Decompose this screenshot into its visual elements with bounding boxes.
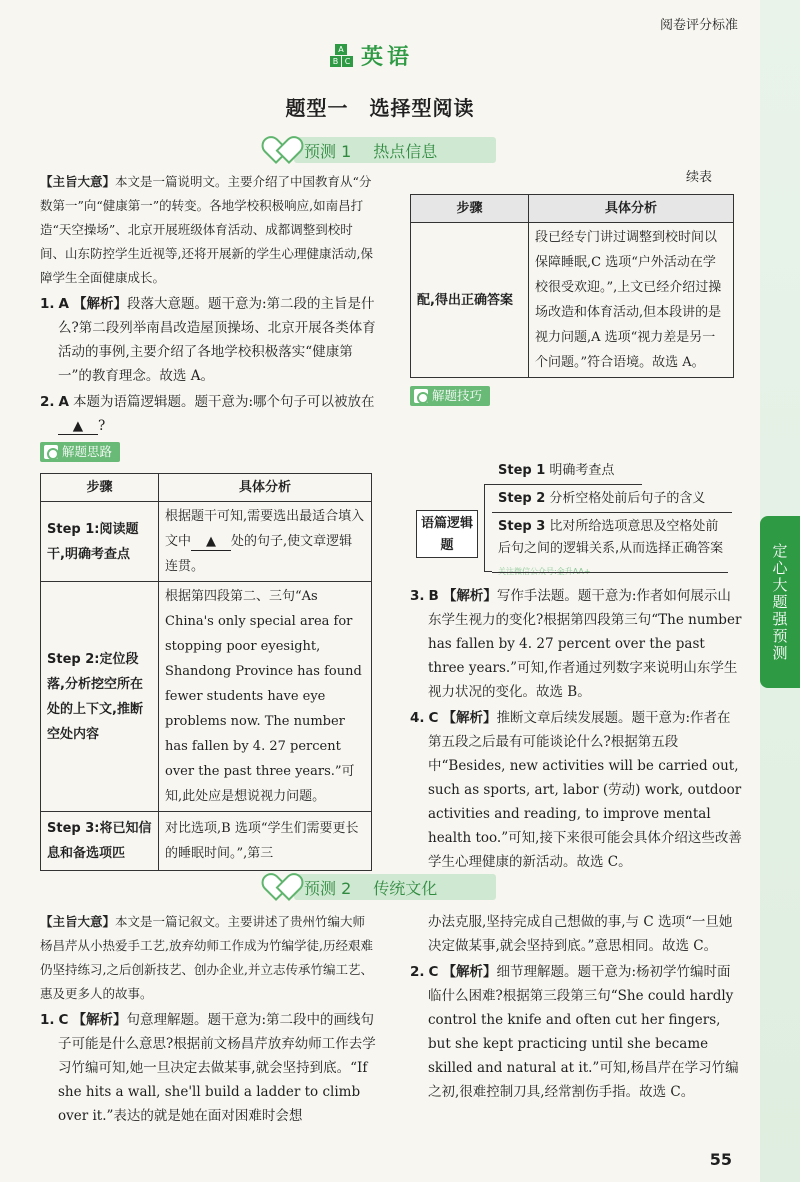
subject-header [330, 40, 413, 71]
section1-banner-topic: 热点信息 [373, 141, 438, 161]
skill-flow-diagram [410, 463, 730, 578]
section2-q1: 1. C 【解析】句意理解题。题干意为:第二段中的画线句子可能是什么意思?根据前文杨昌芹放弃幼师工作去学习竹编可知,她一旦决定去做某事,就会坚持到底。“If she hits a wall, she'll build a ladder to climb over it.”表达的就是她在面对困难时会想 [40, 1012, 376, 1124]
section2-summary: 【主旨大意】本文是一篇记叙文。主要讲述了贵州竹编大师杨昌芹从小热爱手工艺,放弃幼师工作成为竹编学徒,历经艰难仍坚持练习,之后创新技艺、创办企业,并立志传承竹编工艺、惠及更多人的故事。 [40, 914, 373, 1001]
section1-q2: 2. A 本题为语篇逻辑题。题干意为:哪个句子可以被放在▲ ? [40, 394, 375, 434]
tip-bar-thinking: 解题思路 [40, 442, 120, 462]
section1-banner [270, 136, 496, 164]
section1-q3: 3. B 【解析】写作手法题。题干意为:作者如何展示山东学生视力的变化?根据第四段第三句“The number has fallen by 4. 27 percent over the past three years.”可知,作者通过列数字来说明山东学生视力状况的变化。故选 B。 [410, 588, 742, 700]
table-row: 配,得出正确答案 段已经专门讲过调整到校时间以保障睡眠,C 选项“户外活动在学校很受欢迎。”,上文已经介绍过操场改造和体育活动,但本段讲的是视力问题,A 选项“视力差是另一个问题。”符合语境。故选 A。 [411, 223, 734, 378]
flow-brace [484, 484, 492, 572]
magnifier-icon [414, 389, 428, 403]
flow-step-1: Step 1 明确考查点 [498, 463, 615, 478]
flow-line [492, 572, 728, 573]
cont-table-head-analysis: 具体分析 [529, 195, 734, 223]
section2-right-column [410, 910, 742, 1106]
header-right-text: 阅卷评分标准 [659, 18, 738, 33]
section1-summary: 【主旨大意】本文是一篇说明文。主要介绍了中国教育从“分数第一”向“健康第一”的转变。各地学校积极响应,如南昌打造“天空操场”、北京开展班级体育活动、成都调整到校时间、山东防控学生近视等,还将开展新的学生心理健康活动,保障学生全面健康成长。 [40, 174, 373, 285]
table-row: Step 3:将已知信息和备选项匹 对比选项,B 选项“学生们需要更长的睡眠时间。”,第三 [41, 812, 372, 871]
section2-banner [270, 873, 496, 901]
page-title: 题型一 选择型阅读 [285, 96, 475, 120]
tip-bar-skill: 解题技巧 [410, 386, 490, 406]
section2-banner-prefix: 预测 2 [304, 878, 352, 898]
continued-label: 续表 [685, 170, 712, 185]
table-row: Step 1:阅读题干,明确考查点 根据题干可知,需要选出最适合填入文中 ▲ 处的句子,使文章逻辑连贯。 [41, 502, 372, 582]
section1-right-questions [410, 584, 742, 876]
section1-right-column [410, 166, 740, 411]
continued-table [410, 194, 734, 378]
section2-q1-continued: 办法克服,坚持完成自己想做的事,与 C 选项“一旦她决定做某事,就会坚持到底。”意思相同。故选 C。 [428, 914, 733, 954]
section1-q4: 4. C 【解析】推断文章后续发展题。题干意为:作者在第五段之后最有可能谈论什么?根据第五段中“Besides, new activities will be carried out, such as sports, art, labor (劳动) work, outdoor activities and reading, to improve mental health too.”可知,接下来很可能会具体介绍这些改善学生心理健康的新活动。故选 C。 [410, 710, 742, 870]
section1-banner-prefix: 预测 1 [304, 141, 352, 161]
table-row: Step 2:定位段落,分析挖空所在处的上下文,推断空处内容 根据第四段第二、三句“As China's only special area for stopping poor eyesight, Shandong Province has found fewer students have eye problems now. The number has fallen by 4. 27 percent over the past three years.”可知,此处应是想说视力问题。 [41, 582, 372, 812]
abc-icon: A B C [330, 44, 353, 67]
page-number: 55 [709, 1150, 732, 1169]
side-tab-label: 定心大题强预测 [770, 542, 789, 662]
flow-line [492, 512, 732, 513]
side-tab[interactable] [760, 516, 800, 688]
flow-box-label: 语篇逻辑题 [416, 510, 478, 558]
analysis-table [40, 473, 372, 871]
subject-title: 英语 [361, 45, 414, 70]
section2-banner-topic: 传统文化 [373, 878, 438, 898]
section2-q2: 2. C 【解析】细节理解题。题干意为:杨初学竹编时面临什么困难?根据第三段第三句“She could hardly control the knife and often cut her fingers, but she kept practicing until she became skilled and natural at it.”可知,杨昌芹在学习竹编之初,很难控制刀具,经常割伤手指。故选 C。 [410, 964, 739, 1100]
section2-left-column [40, 910, 376, 1130]
table-head-step: 步骤 [41, 474, 159, 502]
section1-q1: 1. A 【解析】段落大意题。题干意为:第二段的主旨是什么?第二段列举南昌改造屋顶操场、北京开展各类体育活动的事例,主要介绍了各地学校积极落实“健康第一”的教育理念。故选 A。 [40, 296, 376, 384]
section1-left-column [40, 170, 376, 871]
notebook-icon [44, 445, 58, 459]
heart-icon [270, 875, 298, 899]
flow-step-3: Step 3 比对所给选项意思及空格处前后句之间的逻辑关系,从而选择正确答案 关注微信公众号:金升AA+ [498, 519, 724, 576]
flow-line [492, 484, 642, 485]
table-head-analysis: 具体分析 [159, 474, 372, 502]
flow-step-2: Step 2 分析空格处前后句子的含义 [498, 491, 706, 506]
heart-icon [270, 138, 298, 162]
cont-table-head-step: 步骤 [411, 195, 529, 223]
